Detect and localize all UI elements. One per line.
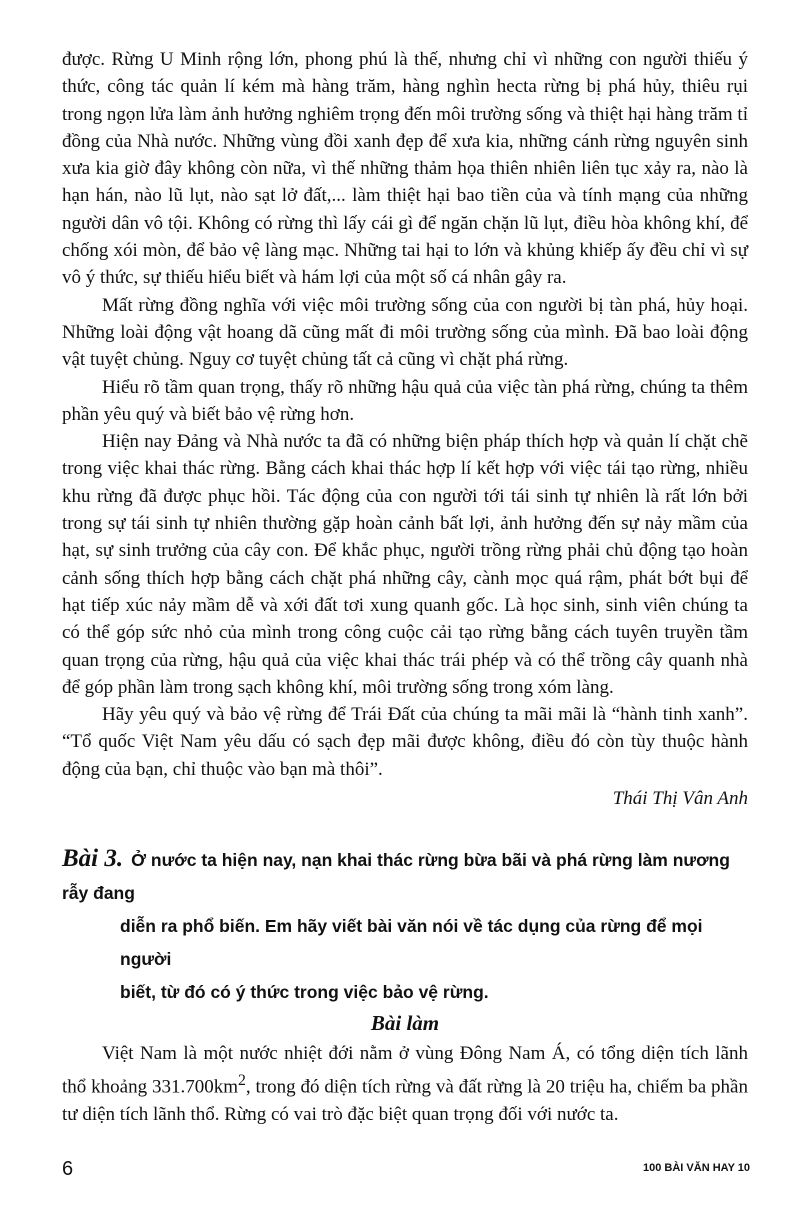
paragraph-measures: Hiện nay Đảng và Nhà nước ta đã có những biện pháp thích hợp và quản lí chặt chẽ trong việc khai thác rừng. Bằng cách khai thác hợp lí kết hợp với việc tái tạo rừng, nhiều khu rừng đã được phục hồi. Tác động của con người tới tái sinh tự nhiên là rất lớn bởi trong sự tái sinh tự nhiên thường gặp hoàn cảnh bất lợi, ảnh hưởng đến sự nảy mầm của hạt, sự sinh trưởng của cây con. Để khắc phục, người trồng rừng phải chủ động tạo hoàn cảnh sống thích hợp bằng cách chặt phá những cây, cành mọc quá rậm, phát bớt bụi để hạt tiếp xúc nảy mầm dễ và xới đất tơi xung quanh gốc. Là học sinh, sinh viên chúng ta có thể góp sức nhỏ của mình trong công cuộc cải tạo rừng bằng cách tuyên truyền tầm quan trọng của rừng, hậu quả của việc khai thác trái phép và có thể trồng cây quanh nhà để góp phần làm trong sạch không khí, môi trường sống trong xóm làng. [62, 431, 748, 698]
exercise-label: Bài 3. [62, 845, 124, 873]
exercise-line-3: biết, từ đó có ý thức trong việc bảo vệ rừng. [120, 982, 489, 1003]
exercise-prompt [62, 842, 748, 1009]
book-title: 100 BÀI VĂN HAY 10 [643, 1162, 750, 1174]
paragraph-continuation: được. Rừng U Minh rộng lớn, phong phú là thế, nhưng chỉ vì những con người thiếu ý thức, công tác quản lí kém mà hàng trăm, hàng nghìn hecta rừng bị phá hủy, thiêu rụi trong ngọn lửa làm ảnh hưởng nghiêm trọng đến môi trường sống và thiệt hại hàng trăm tỉ đồng của Nhà nước. Những vùng đồi xanh đẹp để xưa kia, những cánh rừng nguyên sinh xưa kia giờ đây không còn nữa, vì thế những thảm họa thiên nhiên liên tục xảy ra, nào là hạn hán, nào lũ lụt, nào sạt lở đất,... làm thiệt hại bao tiền của và tính mạng của những người dân vô tội. Không có rừng thì lấy cái gì để ngăn chặn lũ lụt, điều hòa không khí, để chống xói mòn, để bảo vệ làng mạc. Những tai hại to lớn và khủng khiếp ấy đều chỉ vì sự vô ý thức, sự thiếu hiểu biết và hám lợi của một số cá nhân gây ra. [62, 49, 748, 289]
page-number: 6 [62, 1158, 74, 1180]
page-footer [62, 1158, 750, 1182]
answer-title: Bài làm [370, 1011, 440, 1036]
paragraph-conclusion: Hãy yêu quý và bảo vệ rừng để Trái Đất của chúng ta mãi mãi là “hành tinh xanh”. “Tổ quốc Việt Nam yêu dấu có sạch đẹp mãi được không, điều đó còn tùy thuộc hành động của bạn, chỉ thuộc vào bạn mà thôi”. [62, 704, 748, 780]
exercise-line-2: diễn ra phổ biến. Em hãy viết bài văn nói về tác dụng của rừng để mọi người [120, 916, 703, 970]
area-superscript: 2 [238, 1072, 246, 1090]
exercise-line-1 [62, 842, 748, 910]
page-content [62, 46, 748, 1128]
paragraph-importance: Hiểu rõ tầm quan trọng, thấy rõ những hậu quả của việc tàn phá rừng, chúng ta thêm phần yêu quý và biết bảo vệ rừng hơn. [62, 376, 748, 425]
answer-text-after: , trong đó diện tích rừng và đất rừng là 20 triệu ha, chiếm ba phần tư diện tích lãnh thổ. Rừng có vai trò đặc biệt quan trọng đối với nước ta. [62, 1076, 748, 1125]
exercise-text-1: Ở nước ta hiện nay, nạn khai thác rừng bừa bãi và phá rừng làm nương rẫy đang [62, 850, 730, 904]
answer-paragraph [62, 1040, 748, 1128]
paragraph-forest-loss: Mất rừng đồng nghĩa với việc môi trường sống của con người bị tàn phá, hủy hoại. Những loài động vật hoang dã cũng mất đi môi trường sống của mình. Đã bao loài động vật tuyệt chủng. Nguy cơ tuyệt chủng tất cả cũng vì chặt phá rừng. [62, 294, 748, 371]
answer-text-before: Việt Nam là một nước nhiệt đới nằm ở vùng Đông Nam Á, có tổng diện tích lãnh thổ khoảng 331.700km [62, 1043, 748, 1098]
author-signature: Thái Thị Vân Anh [612, 788, 748, 810]
